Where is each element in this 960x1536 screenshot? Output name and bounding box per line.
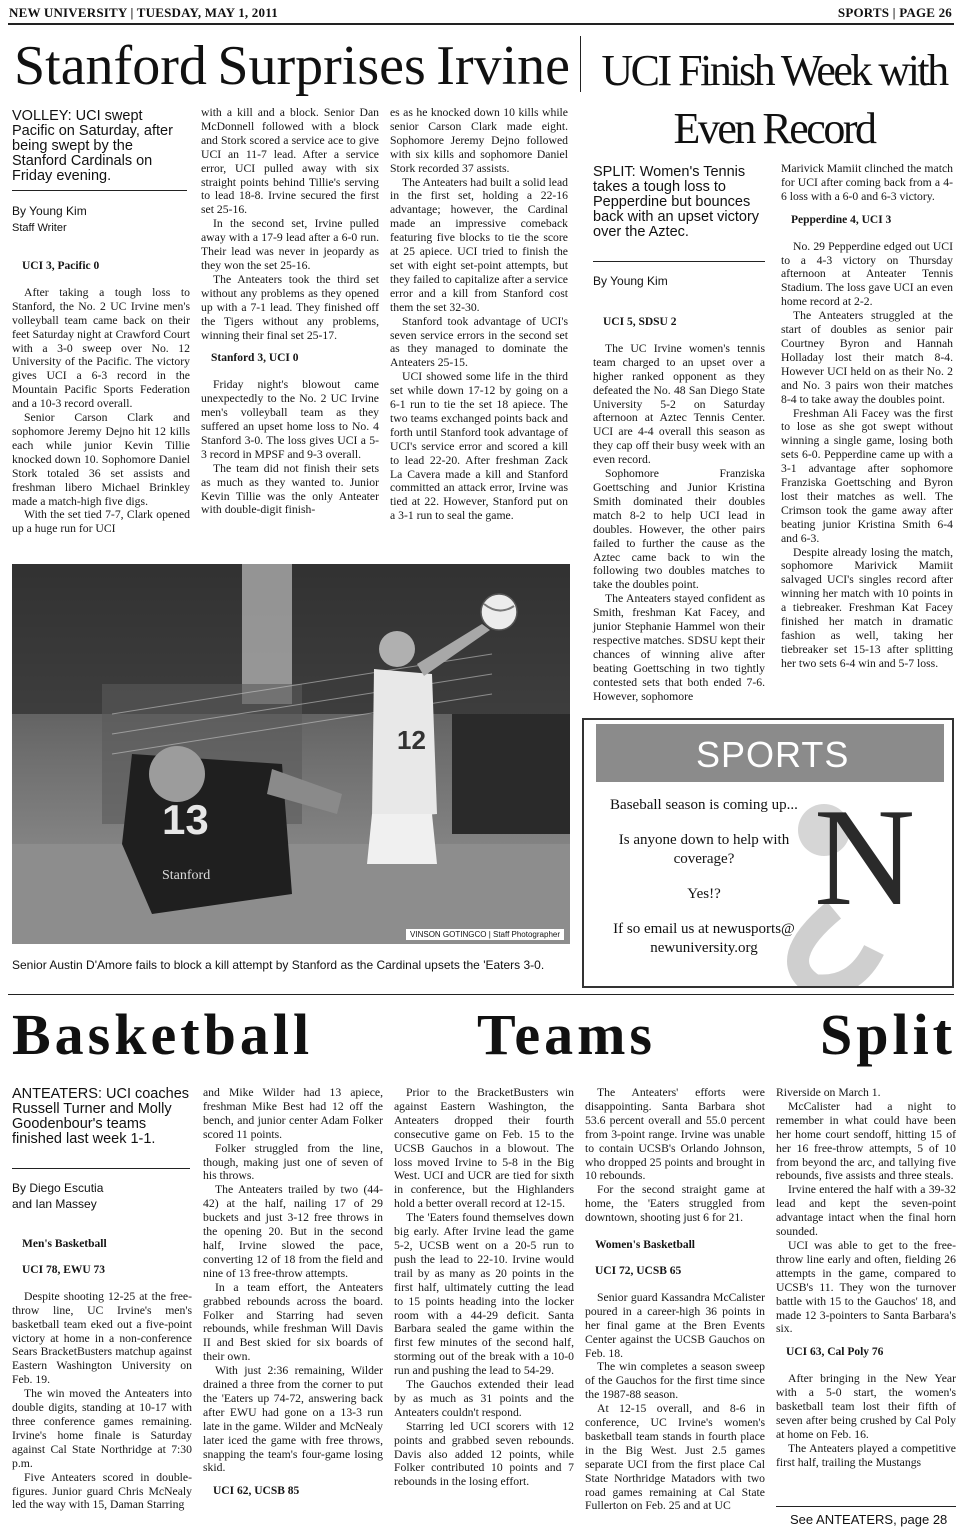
volley-column-3	[390, 106, 568, 523]
paragraph: Irvine entered the half with a 39-32 lead and kept the seven-point advantage intact when the final horn sounded.	[776, 1183, 956, 1239]
paragraph: The Anteaters' efforts were disappointing. Santa Barbara shot 53.6 percent overall and 55.0 percent from 3-point range. Irvine was unable to contain UCSB's Orlando Johnson, who dropped 25 points and brought in 10 rebounds.	[585, 1086, 765, 1183]
paragraph: es as he knocked down 10 kills while senior Carson Clark made eight. Sophomore Jeremy Dejno followed with six kills and sophomore Daniel Stork recorded 37 assists.	[390, 106, 568, 175]
paragraph: The Anteaters took the third set without any problems as they opened up with a 7-1 lead. They finished off the Tigers without any problems, winning their final set 25-17.	[201, 272, 379, 342]
ad-banner	[596, 724, 944, 782]
paragraph: Riverside on March 1.	[776, 1086, 881, 1099]
ad-line: Is anyone down to help with coverage?	[618, 832, 790, 867]
paragraph: The Anteaters stayed confident as Smith, freshman Kat Facey, and junior Stephanie Hammel won their respective matches. SDSU kept their chances of winning alive after beating Goettsching in two tightly contested sets that both ended 7-6. However, sophomore	[593, 592, 765, 703]
jump-line: See ANTEATERS, page 28	[790, 1512, 948, 1527]
paragraph: with a kill and a block. Senior Dan McDonnell followed with a block and Stork scored a service ace to give UCI an 11-7 lead. After a service error, UCI pulled away with six straight points behind Tillie's serving to lead 18-8. Irvine secured the first set 25-16.	[201, 106, 379, 217]
basketball-column-3	[394, 1086, 574, 1489]
paragraph: In a team effort, the Anteaters grabbed rebounds across the board. Folker and Starring had seven rebounds, while freshman Will Davis II and Best skied for six boards of their own.	[203, 1280, 383, 1364]
paragraph: Despite already losing the match, sophomore Marivick Mamiit salvaged UCI's singles record after winning her match with 10 points in a tiebreaker. Freshman Kat Facey finished her match in dramatic fashion as well, taking her tiebreaker set 15-13 after splitting her two sets 6-4 win and 5-7 loss.	[781, 545, 953, 670]
paragraph: Senior Carson Clark and sophomore Jeremy Dejno hit 12 kills each while junior Kevin Tillie knocked down 10. Sophomore Daniel Stork totaled 36 set assists and freshman libero Michael Brinkley made a match-high five digs.	[12, 411, 190, 508]
paragraph: The Anteaters struggled at the start of doubles as senior pair Courtney Byron and Hannah Holladay lost their match 8-4. However UCI held on as their No. 2 and No. 3 pairs won their matches 8-4 to take away the doubles point.	[781, 309, 953, 406]
paragraph: The Gauchos extended their lead by as much as 31 points and the Anteaters couldn't respond.	[394, 1378, 574, 1419]
ad-banner-text: SPORTS	[696, 734, 850, 775]
paragraph: The win moved the Anteaters into double digits, standing at 10-17 with three conference games remaining. Irvine's home finale is Saturday against Cal State Northridge at 7:30 p.m.	[12, 1387, 192, 1470]
volleyball-photo	[12, 564, 570, 944]
ad-contact-line: If so email us at newusports@ newuniversity.org	[613, 921, 795, 956]
paragraph: Prior to the BracketBusters win against Eastern Washington, the Anteaters dropped their fourth consecutive game on Feb. 15 to the UCSB Gauchos in a blowout. The loss moved Irvine to 5-8 in the Big West. UCI and UCR are tied for sixth in conference, but the Highlanders hold a better overall record at 12-15.	[394, 1086, 574, 1211]
volley-subhead-stanford: Stanford 3, UCI 0	[211, 352, 299, 365]
paragraph: At 12-15 overall, and 8-6 in conference, UC Irvine's women's basketball team stands in fourth place in the Big West. Just 2.5 games separate UCI from the first place Cal State Northridge Matadors with two road games remaining at Cal State Fullerton on Feb. 25 and at UC	[585, 1402, 765, 1513]
basketball-headline	[12, 1000, 956, 1070]
page-header-left: NEW UNIVERSITY | TUESDAY, MAY 1, 2011	[9, 5, 278, 20]
ad-line: Baseball season is coming up...	[610, 797, 798, 813]
header-rule	[8, 23, 954, 25]
tennis-column-2	[781, 162, 953, 671]
basketball-column-2	[203, 1086, 383, 1511]
basketball-subhead-ewu: UCI 78, EWU 73	[22, 1263, 106, 1276]
basketball-headline-word: Split	[819, 1002, 956, 1067]
basketball-deck: ANTEATERS: UCI coaches Russell Turner and Molly Goodenbour's teams finished last week 1-1.	[12, 1086, 190, 1147]
basketball-subhead-calpoly: UCI 63, Cal Poly 76	[786, 1346, 884, 1359]
deck-rule	[593, 261, 765, 262]
tennis-byline: By Young Kim	[593, 274, 668, 288]
volley-subhead-pacific: UCI 3, Pacific 0	[22, 260, 100, 272]
deck-rule	[12, 1168, 190, 1169]
paragraph: The 'Eaters found themselves down big early. After Irvine lead the game 5-2, UCSB went on a 20-5 run to push the lead to 22-10. Irvine would trail by as many as 20 points in the first half, ultimately cutting the lead to 15 points heading into the locker room with a 44-29 deficit. Santa Barbara sealed the game within the first few minutes of the second half, storming out of the break with a 10-0 run and pushing the lead to 54-29.	[394, 1211, 574, 1378]
section-rule	[8, 994, 954, 995]
paragraph: After taking a tough loss to Stanford, the No. 2 UC Irvine men's volleyball team came back on their feet Saturday night at Crawford Court with a 3-0 sweep over No. 12 University of the Pacific. The victory gives UCI a 6-3 record in the Mountain Pacific Sports Federation and a 10-3 record overall.	[12, 285, 190, 411]
paragraph: Senior guard Kassandra McCalister poured in a career-high 36 points in her final game at the Bren Events Center against the UCSB Gauchos on Feb. 18.	[585, 1290, 765, 1360]
ad-text-block	[594, 796, 814, 958]
paragraph: The team did not finish their sets as much as they wanted to. Junior Kevin Tillie was the only Anteater with double-digit finish-	[201, 461, 379, 517]
paragraph: Friday night's blowout came unexpectedly to the No. 2 UC Irvine men's volleyball team as they suffered an upset home loss to No. 4 Stanford 3-0. The loss gives UCI a 5-3 record in MPSF and 9-3 overall.	[201, 378, 379, 461]
jersey-team-text: Stanford	[162, 868, 211, 883]
photo-caption: Senior Austin D'Amore fails to block a kill attempt by Stanford as the Cardinal upsets the 'Eaters 3-0.	[12, 958, 545, 972]
paragraph: UCI showed some life in the third set while down 17-12 by going on a 6-1 run to tie the set 18 apiece. The two teams exchanged points back and forth until Stanford took advantage of UCI's service error and scored a kill to lead 22-20. After freshman Zack La Cavera made a kill and Stanford committed an attack error, Irvine was tied at 22. However, Stanford put on a 3-1 run to seal the game.	[390, 370, 568, 523]
paragraph: Despite shooting 12-25 at the free-throw line, UC Irvine's men's basketball team eked out a five-point victory at home in a non-conference Sears BracketBusters matchup against Eastern Washington University on Feb. 19.	[12, 1289, 192, 1387]
tennis-deck: SPLIT: Women's Tennis takes a tough loss to Pepperdine but bounces back with an upset victory over the Aztec.	[593, 164, 760, 240]
paragraph: Folker struggled from the line, though, making just one of seven of his throws.	[203, 1141, 383, 1183]
deck-rule	[12, 190, 187, 191]
volley-headline-word: Surprises	[217, 35, 426, 97]
ad-line: Yes!?	[687, 886, 721, 902]
section-label-mens: Men's Basketball	[22, 1238, 107, 1250]
volley-headline	[14, 36, 570, 96]
page-header-right: SPORTS | PAGE 26	[837, 5, 952, 20]
basketball-column-5	[776, 1086, 956, 1470]
volley-byline: By Young Kim	[12, 204, 87, 218]
paragraph: The Anteaters had built a solid lead in the first set, holding a 22-16 advantage; however, the Cardinal made an impressive comeback featuring five blocks to tie the score at 25 apiece. UCI tried to finish the set with eight set-point attempts, but they failed to capitalize after a service error and a kill from Stanford cost them the set 32-30.	[390, 175, 568, 314]
tennis-headline-line: UCI Finish Week with	[601, 46, 947, 95]
paragraph: For the second straight game at home, the 'Eaters struggled from downtown, shooting just 6 for 21.	[585, 1183, 765, 1225]
sports-recruit-ad	[582, 718, 954, 988]
basketball-column-1	[12, 1228, 192, 1512]
paragraph: In the second set, Irvine pulled away with a 17-9 lead after a 6-0 run. Their lead was never in jeopardy as they won the set 25-16.	[201, 217, 379, 272]
basketball-headline-word: Basketball	[12, 1002, 314, 1067]
paragraph: Freshman Ali Facey was the first to lose as she got swept without winning a single game, losing both sets 6-0. Pepperdine came up with a 3-1 advantage after sophomore Franziska Goettsching and Byron lost their matches as well. The Crimson took the game away after beating junior Kristina Smith 6-4 and 6-3.	[781, 406, 953, 545]
tennis-headline-line: Even Record	[673, 104, 875, 153]
tennis-subhead-pepperdine: Pepperdine 4, UCI 3	[791, 213, 892, 226]
basketball-column-4	[585, 1086, 765, 1513]
paragraph: Sophomore Franziska Goettsching and Junior Kristina Smith dominated their doubles match 8-2 to help UCI lead in doubles. However, the other pairs failed to further the cause as the Aztec came back to win the following two doubles matches to take the doubles point.	[593, 467, 765, 592]
basketball-headline-word: Teams	[477, 1002, 656, 1067]
paragraph: Marivick Mamiit clinched the match for UCI after coming back from a 4-6 loss with a 6-0 and 6-3 victory.	[781, 162, 953, 203]
paragraph: Starring led UCI scorers with 12 points and grabbed seven rebounds. Davis also added 12 points, while Folker contributed 10 points and 7 rebounds in the losing effort.	[394, 1419, 574, 1489]
basketball-subhead-ucsb-women: UCI 72, UCSB 65	[595, 1264, 682, 1277]
volley-byline-role: Staff Writer	[12, 222, 67, 234]
paragraph: With the set tied 7-7, Clark opened up a huge run for UCI	[12, 508, 190, 536]
newu-logo-letter: N	[814, 780, 916, 935]
basketball-subhead-ucsb-men: UCI 62, UCSB 85	[213, 1485, 300, 1498]
volley-column-2	[201, 106, 379, 517]
paragraph: After bringing in the New Year with a 5-0 start, the women's basketball team lost their fifth of seven after being crushed by Cal Poly at home on Feb. 16.	[776, 1372, 956, 1441]
paragraph: UCI was able to get to the free-throw line early and often, fielding 26 attempts in the game, compared to UCSB's 11. They won the turnover battle with 15 to the Gauchos' 18, and made 12 3-pointers to Santa Barbara's six.	[776, 1238, 956, 1336]
paragraph: With just 2:36 remaining, Wilder drained a three from the corner to put the 'Eaters up 74-72, answering back after EWU had gone on a 13-3 run late in the game. Wilder and McNealy later iced the game with free throws, snapping the team's four-game losing skid.	[203, 1364, 383, 1475]
tennis-headline	[594, 42, 954, 158]
paragraph: McCalister had a night to remember in what could have been her home court sendoff, hitting 15 of her 16 free-throw attempts, 5 of 10 from beyond the arc, and tallying five rebounds, five assists and three steals.	[776, 1099, 956, 1183]
byline-line: and Ian Massey	[12, 1197, 97, 1211]
tennis-column-1	[593, 306, 765, 703]
jersey-number-right: 12	[397, 725, 426, 755]
paragraph: No. 29 Pepperdine edged out UCI to a 4-3 victory on Thursday afternoon at Anteater Tennis Stadium. The loss gave UCI an even home record at 2-2.	[781, 239, 953, 309]
volley-column-1	[12, 250, 190, 536]
volley-headline-word: Stanford	[14, 35, 207, 97]
paragraph: The Anteaters trailed by two (44-42) at the half, nailing 17 of 29 buckets and just 3-12 free throws in the opening 20. But in the second half, Irvine slowed the pace, converting 12 of 18 from the field and nine of 13 free-throw attempts.	[203, 1183, 383, 1280]
basketball-byline	[12, 1180, 103, 1212]
volley-deck: VOLLEY: UCI swept Pacific on Saturday, after being swept by the Stanford Cardinals on Friday evening.	[12, 108, 173, 184]
paragraph: and Mike Wilder had 13 apiece, freshman Mike Best had 12 off the bench, and junior center Adam Folker scored 11 points.	[203, 1086, 383, 1141]
paragraph: The win completes a season sweep of the Gauchos for the first time since the 1987-88 season.	[585, 1360, 765, 1402]
byline-line: By Diego Escutia	[12, 1181, 104, 1195]
section-label-womens: Women's Basketball	[595, 1239, 696, 1252]
volley-headline-word: Irvine	[436, 35, 570, 97]
paragraph: Five Anteaters scored in double-figures. Junior guard Chris McNealy led the way with 15, Daman Starring	[12, 1470, 192, 1512]
column-divider	[580, 36, 581, 92]
photo-illustration	[12, 564, 570, 944]
paragraph: Stanford took advantage of UCI's seven service errors in the second set as they managed to dominate the Anteaters 25-15.	[390, 314, 568, 370]
photo-credit: VINSON GOTINGCO | Staff Photographer	[406, 929, 564, 940]
paragraph: The Anteaters played a competitive first half, trailing the Mustangs	[776, 1441, 956, 1469]
jersey-number-left: 13	[162, 796, 209, 843]
tennis-subhead-sdsu: UCI 5, SDSU 2	[603, 316, 677, 328]
jump-rule	[776, 1506, 956, 1507]
paragraph: The UC Irvine women's tennis team charged to an upset over a higher ranked opponent as they defeated the No. 48 San Diego State University 5-2 on Saturday afternoon at Aztec Tennis Center. UCI are 4-4 overall this season as they cap off their busy week with an even record.	[593, 341, 765, 467]
